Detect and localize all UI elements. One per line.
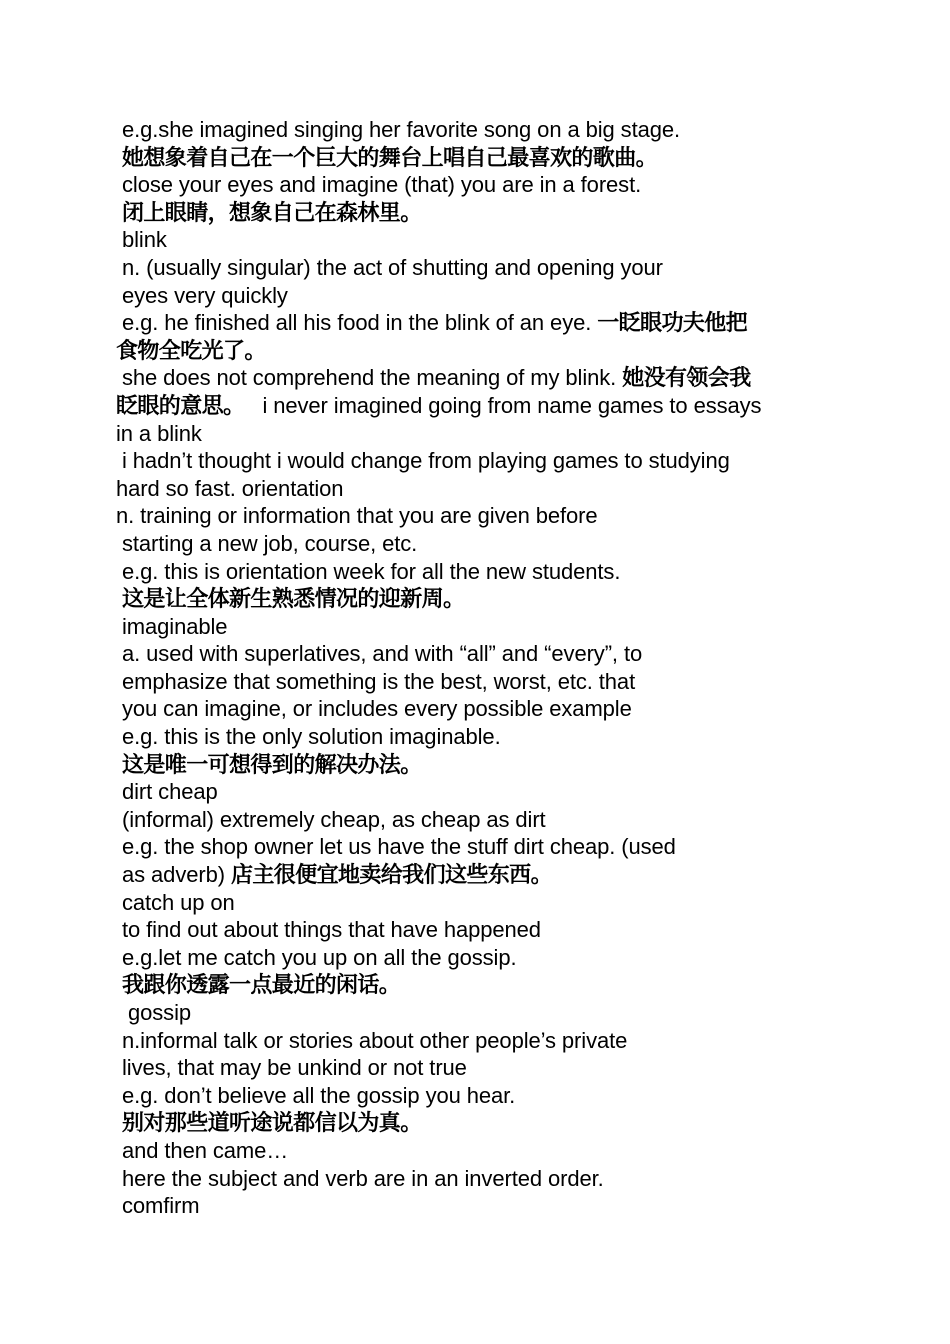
english-text: n.informal talk or stories about other people’s private xyxy=(122,1027,628,1053)
english-text: blink xyxy=(122,227,167,253)
document-page xyxy=(116,116,828,1220)
text-line xyxy=(116,640,828,668)
english-text: catch up on xyxy=(122,889,235,915)
text-line xyxy=(116,392,828,420)
text-line xyxy=(116,861,828,889)
text-line xyxy=(116,1137,828,1165)
text-line xyxy=(116,1192,828,1220)
text-line xyxy=(116,309,828,337)
text-line xyxy=(116,723,828,751)
english-text: imaginable xyxy=(122,613,228,639)
text-line xyxy=(116,1082,828,1110)
english-text: n. training or information that you are given before xyxy=(116,503,598,529)
text-line xyxy=(116,337,828,365)
english-text: emphasize that something is the best, worst, etc. that xyxy=(122,668,636,694)
chinese-translation: 这是唯一可想得到的解决办法。 xyxy=(122,751,422,777)
english-text: she does not comprehend the meaning of my blink. xyxy=(122,365,623,391)
text-line xyxy=(116,254,828,282)
english-text: in a blink xyxy=(116,420,202,446)
text-line xyxy=(116,502,828,530)
text-line xyxy=(116,447,828,475)
text-line xyxy=(116,144,828,172)
text-line xyxy=(116,1165,828,1193)
english-text: e.g. don’t believe all the gossip you hear. xyxy=(122,1082,516,1108)
text-line xyxy=(116,944,828,972)
text-line xyxy=(116,695,828,723)
chinese-translation: 她想象着自己在一个巨大的舞台上唱自己最喜欢的歌曲。 xyxy=(122,144,658,170)
english-text: dirt cheap xyxy=(122,779,218,805)
text-line xyxy=(116,613,828,641)
text-line xyxy=(116,585,828,613)
chinese-translation: 这是让全体新生熟悉情况的迎新周。 xyxy=(122,586,465,612)
english-text: you can imagine, or includes every possible example xyxy=(122,696,632,722)
chinese-translation: 闭上眼睛，想象自己在森林里。 xyxy=(122,199,422,225)
text-line xyxy=(116,806,828,834)
english-text: to find out about things that have happened xyxy=(122,917,541,943)
text-line xyxy=(116,916,828,944)
text-line xyxy=(116,1109,828,1137)
text-line xyxy=(116,199,828,227)
english-text: starting a new job, course, etc. xyxy=(122,530,418,556)
english-text: hard so fast. orientation xyxy=(116,475,344,501)
english-text: i never imagined going from name games to essays xyxy=(244,392,762,418)
english-text: as adverb) xyxy=(122,862,231,888)
english-text: n. (usually singular) the act of shutting and opening your xyxy=(122,254,663,280)
english-text: a. used with superlatives, and with “all” and “every”, to xyxy=(122,641,643,667)
chinese-translation: 眨眼的意思。 xyxy=(116,392,245,418)
text-line xyxy=(116,999,828,1027)
text-line xyxy=(116,171,828,199)
english-text: gossip xyxy=(128,1000,191,1025)
text-line xyxy=(116,116,828,144)
english-text: e.g. the shop owner let us have the stuff dirt cheap. (used xyxy=(122,834,676,860)
chinese-translation: 别对那些道听途说都信以为真。 xyxy=(122,1110,422,1136)
english-text: lives, that may be unkind or not true xyxy=(122,1055,467,1081)
text-line xyxy=(116,530,828,558)
english-text: e.g. this is orientation week for all the new students. xyxy=(122,558,621,584)
text-line xyxy=(116,226,828,254)
text-line xyxy=(116,1027,828,1055)
text-line xyxy=(116,420,828,448)
english-text: (informal) extremely cheap, as cheap as dirt xyxy=(122,806,546,832)
english-text: and then came… xyxy=(122,1137,289,1163)
text-line xyxy=(116,751,828,779)
chinese-translation: 一眨眼功夫他把 xyxy=(597,310,748,336)
english-text: e.g.let me catch you up on all the gossip. xyxy=(122,944,517,970)
text-line xyxy=(116,1054,828,1082)
text-line xyxy=(116,889,828,917)
english-text: here the subject and verb are in an inverted order. xyxy=(122,1165,604,1191)
text-line xyxy=(116,971,828,999)
text-line xyxy=(116,778,828,806)
english-text: e.g.she imagined singing her favorite song on a big stage. xyxy=(122,117,681,142)
text-line xyxy=(116,833,828,861)
text-line xyxy=(116,668,828,696)
chinese-translation: 店主很便宜地卖给我们这些东西。 xyxy=(230,862,552,888)
english-text: close your eyes and imagine (that) you are in a forest. xyxy=(122,172,642,198)
english-text: e.g. he finished all his food in the blink of an eye. xyxy=(122,310,598,336)
english-text: e.g. this is the only solution imaginable. xyxy=(122,724,501,750)
chinese-translation: 她没有领会我 xyxy=(622,365,751,391)
chinese-translation: 食物全吃光了。 xyxy=(116,337,266,363)
chinese-translation: 我跟你透露一点最近的闲话。 xyxy=(122,972,401,998)
english-text: i hadn’t thought i would change from playing games to studying xyxy=(122,448,730,474)
english-text: eyes very quickly xyxy=(122,282,288,308)
text-line xyxy=(116,364,828,392)
text-line xyxy=(116,558,828,586)
text-line xyxy=(116,475,828,503)
text-line xyxy=(116,282,828,310)
english-text: comfirm xyxy=(122,1193,200,1219)
